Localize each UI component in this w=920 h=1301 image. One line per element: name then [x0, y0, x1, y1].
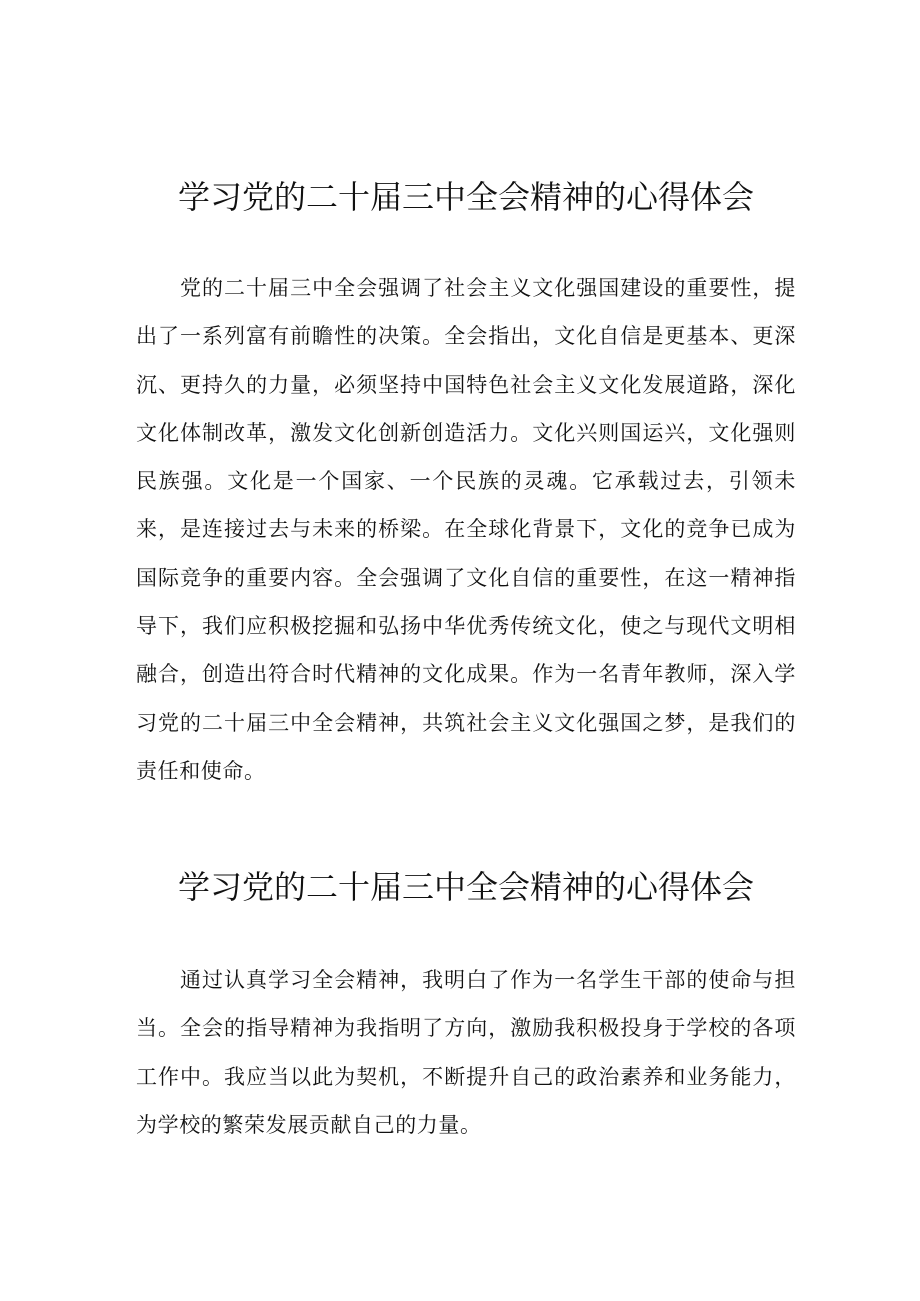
- section-paragraph: 党的二十届三中全会强调了社会主义文化强国建设的重要性，提出了一系列富有前瞻性的决策。全会指出，文化自信是更基本、更深沉、更持久的力量，必须坚持中国特色社会主义文化发展道路，深化文化体制改革，激发文化创新创造活力。文化兴则国运兴，文化强则民族强。文化是一个国家、一个民族的灵魂。它承载过去，引领未来，是连接过去与未来的桥梁。在全球化背景下，文化的竞争已成为国际竞争的重要内容。全会强调了文化自信的重要性，在这一精神指导下，我们应积极挖掘和弘扬中华优秀传统文化，使之与现代文明相融合，创造出符合时代精神的文化成果。作为一名青年教师，深入学习党的二十届三中全会精神，共筑社会主义文化强国之梦，是我们的责任和使命。: [136, 276, 796, 783]
- essay-section-1: [136, 172, 796, 795]
- section-heading: 学习党的二十届三中全会精神的心得体会: [177, 868, 754, 906]
- section-paragraph: 通过认真学习全会精神，我明白了作为一名学生干部的使命与担当。全会的指导精神为我指明了方向，激励我积极投身于学校的各项工作中。我应当以此为契机，不断提升自己的政治素养和业务能力，为学校的繁荣发展贡献自己的力量。: [136, 968, 796, 1137]
- section-heading: 学习党的二十届三中全会精神的心得体会: [177, 178, 754, 216]
- essay-section-2: [136, 862, 796, 1149]
